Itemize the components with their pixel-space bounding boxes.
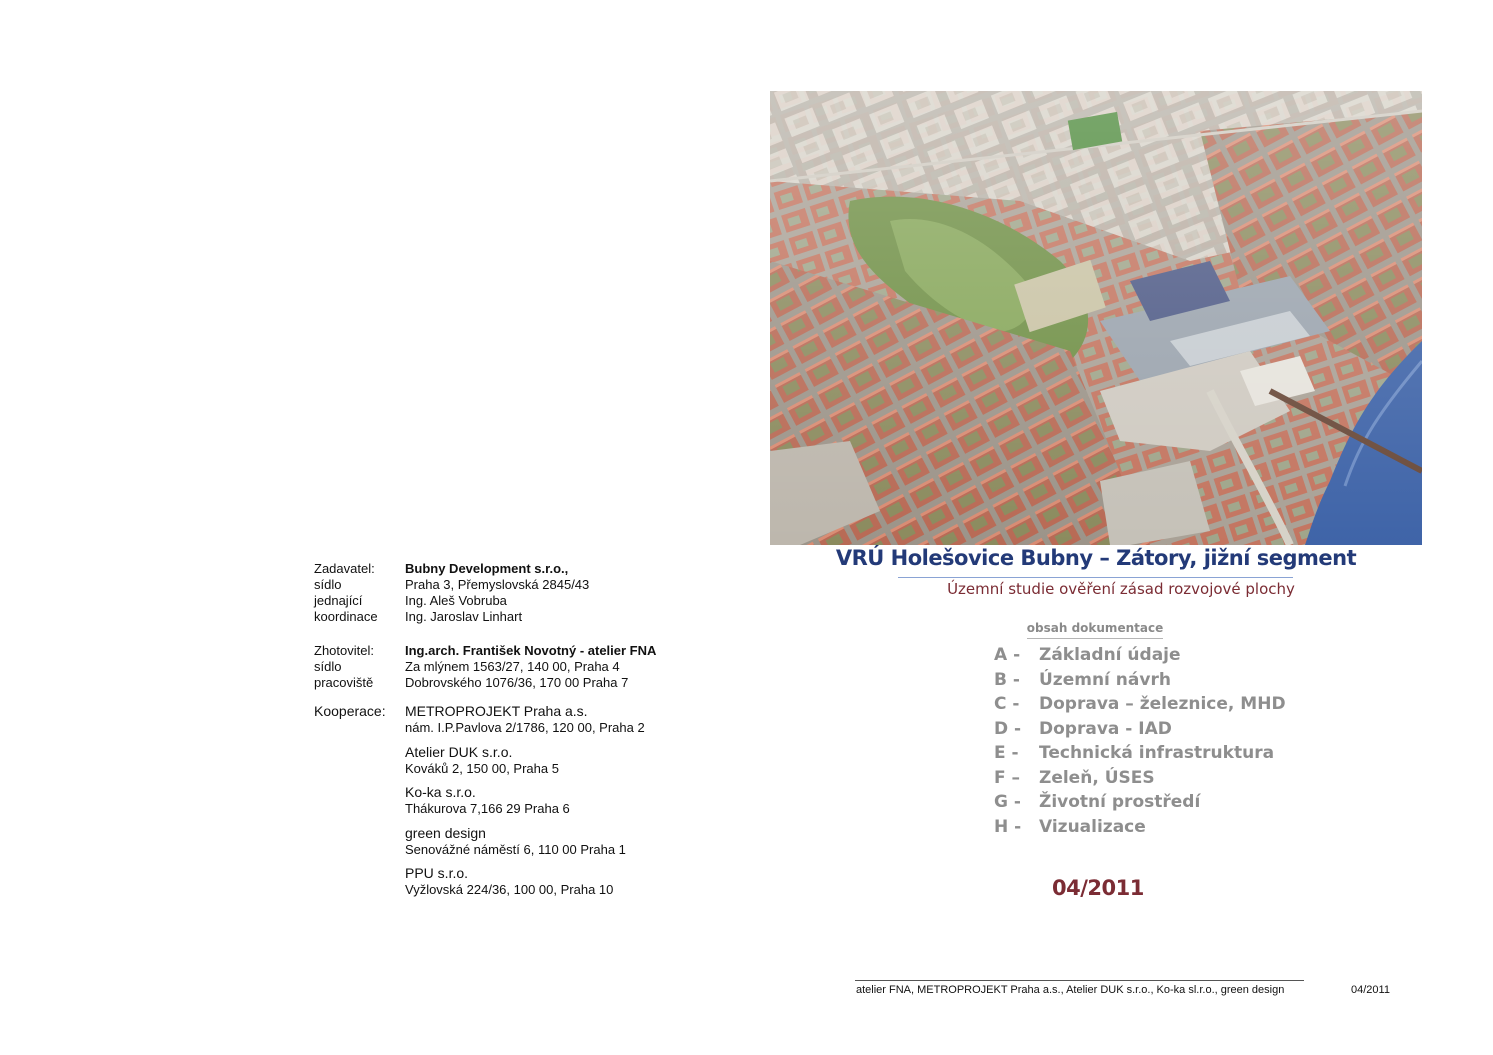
document-title: VRÚ Holešovice Bubny – Zátory, jižní segment <box>835 546 1357 570</box>
partner-name: Ko-ka s.r.o. <box>405 784 476 800</box>
cooperation-label: Kooperace: <box>314 703 386 719</box>
partner-address: nám. I.P.Pavlova 2/1786, 120 00, Praha 2 <box>405 720 645 735</box>
toc-item: E - Technická infrastruktura <box>994 743 1275 763</box>
footer-authors: atelier FNA, METROPROJEKT Praha a.s., Atelier DUK s.r.o., Ko-ka sl.r.o., green design <box>856 984 1285 996</box>
client-row-value: Praha 3, Přemyslovská 2845/43 <box>405 577 590 592</box>
aerial-visualization-image <box>770 91 1422 545</box>
document-date: 04/2011 <box>1052 876 1144 900</box>
toc-item: B - Územní návrh <box>994 669 1171 690</box>
client-name: Bubny Development s.r.o., <box>405 561 569 576</box>
footer-divider <box>855 980 1304 981</box>
client-row-label: jednající <box>314 593 363 608</box>
document-subtitle: Územní studie ověření zásad rozvojové plochy <box>947 580 1295 598</box>
client-label: Zadavatel: <box>314 561 375 576</box>
partner-address: Kováků 2, 150 00, Praha 5 <box>405 761 559 776</box>
partner-address: Thákurova 7,166 29 Praha 6 <box>405 801 570 816</box>
partner-address: Vyžlovská 224/36, 100 00, Praha 10 <box>405 882 614 897</box>
toc-item: G - Životní prostředí <box>994 792 1201 812</box>
contents-divider <box>1027 638 1163 639</box>
toc-item: A - Základní údaje <box>994 645 1181 665</box>
contractor-name: Ing.arch. František Novotný - atelier FNA <box>405 643 657 658</box>
toc-item: H - Vizualizace <box>994 816 1146 837</box>
contents-heading: obsah dokumentace <box>1026 621 1164 635</box>
partner-address: Senovážné náměstí 6, 110 00 Praha 1 <box>405 842 626 857</box>
table-of-contents <box>994 645 1314 841</box>
contractor-label: Zhotovitel: <box>314 643 374 658</box>
title-divider <box>898 577 1293 578</box>
partner-name: green design <box>405 825 486 841</box>
contractor-row-label: pracoviště <box>314 675 374 690</box>
toc-item: F – Zeleň, ÚSES <box>994 767 1155 788</box>
toc-item: C - Doprava – železnice, MHD <box>994 694 1286 714</box>
partner-name: METROPROJEKT Praha a.s. <box>405 703 588 719</box>
toc-item: D - Doprava - IAD <box>994 718 1172 739</box>
client-row-label: koordinace <box>314 609 378 624</box>
footer-date: 04/2011 <box>1351 984 1390 996</box>
client-row-value: Ing. Jaroslav Linhart <box>405 609 523 624</box>
contractor-row-value: Za mlýnem 1563/27, 140 00, Praha 4 <box>405 659 620 674</box>
partner-name: PPU s.r.o. <box>405 865 469 881</box>
client-row-label: sídlo <box>314 577 342 592</box>
contractor-row-label: sídlo <box>314 659 342 674</box>
contractor-row-value: Dobrovského 1076/36, 170 00 Praha 7 <box>405 675 629 690</box>
partner-name: Atelier DUK s.r.o. <box>405 744 513 760</box>
client-row-value: Ing. Aleš Vobruba <box>405 593 507 608</box>
